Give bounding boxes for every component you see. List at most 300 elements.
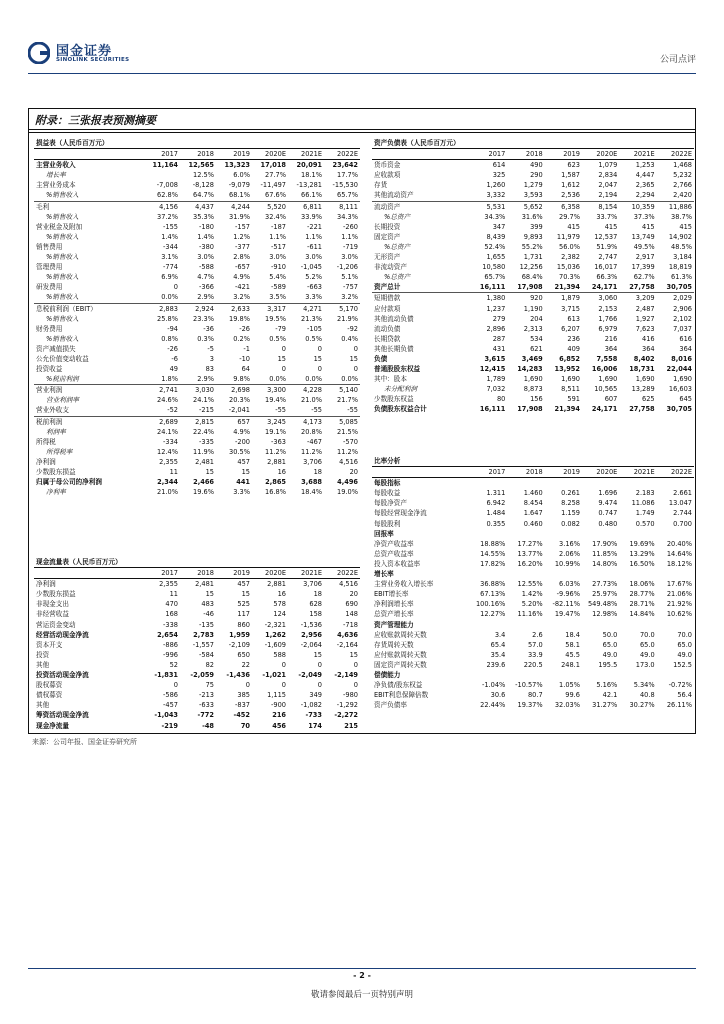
row-value: -996 [163,650,178,659]
row-label: 应付账款周转天数 [374,650,427,659]
row-label: 总资产收益率 [374,549,414,558]
row-value: 5,652 [507,201,544,212]
year-header-blank [34,149,144,160]
row-value: 204 [530,314,543,323]
row-value: 5.4% [269,273,286,282]
row-value: 66.3% [596,273,618,282]
row-value: -1,082 [300,701,322,710]
row-value: -363 [271,437,286,446]
row-label: 主营业务成本 [36,181,76,190]
row-value: 5,170 [324,303,360,314]
row-value: 15 [349,354,358,363]
row-value: 0.700 [673,519,692,528]
row-value: 20,091 [296,161,322,170]
row-value [507,620,544,630]
row-value: 10,565 [594,385,618,394]
row-label: 货币资金 [374,161,401,170]
table-title-spacer [470,456,507,467]
row-value: 23.3% [193,314,214,323]
table-title-spacer [216,557,252,568]
row-label: 非经营收益 [36,610,69,619]
row-value: 3.0% [269,253,286,262]
row-value: -900 [271,701,286,710]
row-value: 628 [309,600,322,609]
row-value: -338 [163,620,178,629]
row-value: 4,447 [635,171,655,180]
row-value [507,670,544,680]
row-value: 3,469 [521,354,543,363]
row-value: 2.744 [673,509,692,518]
table-row [372,364,694,374]
row-value: 8,402 [633,354,655,363]
table-row [372,660,694,670]
row-value: 16,006 [591,365,618,374]
row-value: 15,036 [556,263,580,272]
row-value: 21.5% [337,427,358,436]
row-value: 14.80% [592,559,618,568]
row-value: -13,281 [296,181,322,190]
row-label: 未分配利润 [384,385,417,394]
row-value: 21.7% [337,396,358,405]
row-value: 17.90% [592,539,618,548]
row-value: 2.9% [197,293,214,302]
row-value: 31.27% [592,701,618,710]
row-value: -5 [207,344,214,353]
row-label: 息税前利润（EBIT） [34,303,144,314]
row-label: 净负债/股东权益 [374,681,423,690]
row-value: 1,380 [470,293,507,304]
row-value: 549.48% [587,600,618,609]
row-value: 1,789 [486,375,506,384]
row-value: 17,908 [517,283,543,292]
row-value: 2,294 [635,191,655,200]
row-value: -588 [199,263,214,272]
row-label: 每股股利 [374,519,401,528]
row-value: 3 [209,354,214,363]
row-value: 1.1% [269,232,286,241]
row-value: 3,688 [301,478,322,487]
row-value: 6.0% [233,171,250,180]
row-value: 49.0 [639,650,655,659]
row-value: 0.0% [161,293,178,302]
row-value: 18 [313,468,322,476]
row-value: 1,253 [635,161,655,170]
row-value: 22.44% [480,701,506,710]
table-title-row [372,456,694,467]
table-row [34,416,360,427]
row-label: 负债 [374,354,388,363]
row-value: 415 [567,222,580,231]
row-value: -1,045 [300,263,322,272]
row-value: 33.9 [527,650,543,659]
row-value: 2,633 [216,303,252,314]
row-value: 10,359 [619,201,656,212]
table-row [372,252,694,262]
row-value: 1,879 [545,293,582,304]
row-value: 7,032 [486,385,506,394]
table-title-spacer [619,456,656,467]
table-title-spacer [657,456,694,467]
row-value: 7,623 [635,324,655,333]
row-value: 168 [165,610,178,619]
row-value: -215 [199,406,214,415]
row-value: 690 [345,600,358,609]
row-value: 1.159 [561,509,580,518]
row-value: 158 [309,610,322,619]
row-value: -517 [271,242,286,251]
row-value: 56.4 [677,691,692,700]
table-row [372,314,694,324]
row-value [657,620,694,630]
table-row [34,242,360,252]
row-value: 19.6% [193,488,214,497]
row-label: 少数股东损益 [36,590,76,599]
row-label: 净利润 [36,457,56,466]
row-label: 应付款项 [374,304,401,313]
year-header-row [34,568,360,579]
row-value: 19.4% [265,396,286,405]
row-value: 11,979 [556,232,580,241]
row-value: 18.88% [480,539,506,548]
table-title-row [34,557,360,568]
row-value: 10.99% [554,559,580,568]
row-value: 290 [530,171,543,180]
row-value: 3.1% [161,253,178,262]
row-value: 1,612 [561,181,580,190]
row-value: 2,956 [301,630,322,639]
row-value: 1.2% [233,232,250,241]
row-value: 8,154 [582,201,619,212]
row-value: 0 [281,660,286,669]
row-value [470,478,507,489]
table-title-spacer [288,557,324,568]
row-value: 3.2% [341,293,358,302]
row-value: -0.72% [668,681,692,690]
table-row [34,457,360,467]
row-value: 33.7% [596,212,618,221]
row-value: -213 [199,691,214,700]
row-value: 0 [245,681,250,690]
table-row [372,384,694,394]
row-value: 58.1 [565,640,580,649]
row-value: 16 [277,590,286,599]
row-value: 1.4% [197,232,214,241]
row-value: 0.747 [598,509,618,518]
row-value: 70.0 [677,630,692,639]
row-value: -886 [163,640,178,649]
row-value: -570 [343,437,358,446]
row-label: 总资产增长率 [374,610,414,619]
row-value: 30,705 [666,405,692,414]
row-value: 3.0% [341,253,358,262]
row-value: -15,530 [332,181,358,190]
row-label: 所得税率 [46,447,73,456]
row-value: -719 [343,242,358,251]
row-label: 少数股东损益 [36,468,76,476]
row-value [582,478,619,489]
row-value: 18,731 [629,365,655,374]
row-value: 1.8% [161,375,178,384]
row-value: 483 [201,600,214,609]
row-value: 2,766 [673,181,692,190]
row-value: -584 [199,650,214,659]
row-value: -1,831 [154,671,178,680]
row-value: -1,292 [336,701,358,710]
row-value: 920 [507,293,544,304]
row-label: 存货周转天数 [374,640,414,649]
row-value: -260 [343,222,358,231]
row-value: 24,171 [591,405,618,414]
year-header: 2020E [582,149,619,160]
row-value: 35.4 [490,650,506,659]
row-value: 16.20% [517,559,543,568]
row-value: 0.3% [197,334,214,343]
row-label: 毛利 [34,201,144,212]
row-value: 19.0% [337,488,358,497]
table-row [34,334,360,344]
source-note: 来源：公司年报、国金证券研究所 [32,738,137,746]
row-value: 49.5% [633,242,655,251]
row-value: -377 [235,242,250,251]
row-value: 650 [237,650,250,659]
row-value: 1.311 [486,489,506,498]
row-value: 8,111 [324,201,360,212]
row-value: -92 [347,324,358,333]
row-value: 18.12% [666,559,692,568]
row-value: 65.0 [602,640,618,649]
row-value: 0.480 [598,519,618,528]
row-value: 30.5% [229,447,250,456]
row-label: 普通股股东权益 [374,365,421,374]
row-value: 216 [604,334,618,343]
row-value: 2,047 [598,181,618,190]
row-value: 0.8% [161,334,178,343]
row-value: 152.5 [673,660,692,669]
row-value: 22,044 [666,365,692,374]
row-value: 4.7% [197,273,214,282]
row-value: 4,173 [288,416,324,427]
row-value: 1.1% [305,232,322,241]
row-value: 0 [317,365,322,374]
table-row [372,304,694,314]
row-value: 2.183 [635,489,655,498]
row-value: 0.261 [561,489,580,498]
row-value: 2,355 [159,457,178,466]
row-value: 19.69% [629,539,655,548]
row-value: 4,156 [144,201,180,212]
row-value: 1,279 [523,181,543,190]
row-value: 18.1% [301,171,322,180]
table-row [34,487,360,497]
table-row [34,690,360,700]
row-value: -82.11% [552,600,580,609]
row-value: 11.9% [193,447,214,456]
row-value: 3,615 [484,354,506,363]
row-value [619,529,656,539]
title-rule [29,129,695,130]
table-row [372,190,694,201]
table-row [372,354,694,364]
row-value: -1,043 [154,711,178,720]
row-value: 1,690 [523,375,543,384]
row-value: 24,171 [591,283,618,292]
row-value: -8,128 [192,181,214,190]
row-value: 2,881 [267,457,286,466]
row-value: -9.96% [556,590,580,599]
row-value: 12,415 [479,365,506,374]
year-header-blank [34,568,144,579]
table-row [34,640,360,650]
row-value: 2,741 [144,385,180,396]
row-value: 2,906 [673,304,692,313]
row-value: 5,531 [470,201,507,212]
table-row [34,427,360,437]
row-value: -733 [305,711,322,720]
table-row [372,579,694,589]
row-value: 399 [530,222,543,231]
disclaimer: 敬请参阅最后一页特别声明 [310,990,413,1000]
row-value: 1,690 [561,375,580,384]
row-value: 14,283 [517,365,543,374]
row-value: 3.0% [305,253,322,262]
table-row [372,201,694,212]
row-value: -187 [271,222,286,231]
year-header: 2017 [144,149,180,160]
table-title-spacer [252,138,288,149]
year-header: 2022E [324,568,360,579]
row-label: 短期借款 [372,293,470,304]
row-label: 其他长期负债 [374,344,414,353]
table-title-spacer [144,557,180,568]
row-value: 25.8% [157,314,178,323]
row-value: 1,690 [635,375,655,384]
row-value: 3,184 [673,253,692,262]
row-label: 负债股东权益合计 [374,405,427,414]
row-value: 860 [237,620,250,629]
row-label: 经营活动现金净流 [36,630,89,639]
row-label: 每股经营现金净流 [374,509,427,518]
table-title-spacer [545,138,582,149]
row-value: 2,481 [195,457,214,466]
row-value: 0.355 [486,519,506,528]
appendix-title: 附录：三张报表预测摘要 [35,114,156,127]
table-row [372,498,694,508]
row-value: 24.6% [157,396,178,405]
table-row [372,599,694,609]
row-value [144,170,180,180]
row-value: 65.7% [337,191,358,200]
row-value: 65.4 [490,640,506,649]
row-value: 12,256 [519,263,543,272]
row-value: 621 [530,344,543,353]
row-label: %销售收入 [46,334,79,343]
row-label: %销售收入 [46,212,79,221]
row-value: 1,237 [486,304,506,313]
row-value: 40.8 [639,691,655,700]
row-label: 管理费用 [36,263,63,272]
table-row [34,660,360,670]
row-value: 21,394 [554,405,580,414]
row-value: 3,300 [252,385,288,396]
row-value: -2,059 [190,671,214,680]
row-label: %销售收入 [46,273,79,282]
row-label: 所得税 [36,437,56,446]
row-value: -155 [163,222,178,231]
row-label: 资本开支 [36,640,63,649]
row-label: 主营业务收入增长率 [374,580,434,589]
year-header: 2022E [657,467,694,478]
table-title: 损益表（人民币百万元） [34,138,144,149]
table-row [34,680,360,690]
row-label: %总资产 [384,242,411,251]
table-title-spacer [545,456,582,467]
doc-type: 公司点评 [659,55,696,65]
table-title-spacer [252,557,288,568]
row-label: 投资 [36,650,50,659]
row-value: 0.082 [561,519,580,528]
row-value: 19.1% [265,427,286,436]
table-row [34,385,360,396]
row-value: -718 [343,620,358,629]
row-value: -94 [167,324,178,333]
row-value: 1,079 [598,161,618,170]
row-value: 2,654 [157,630,178,639]
row-value: 2,153 [598,304,618,313]
row-value: -1.04% [482,681,506,690]
row-value: 4.9% [233,427,250,436]
row-value: -344 [163,242,178,251]
row-value: -589 [271,283,286,292]
row-value: 4,244 [216,201,252,212]
row-value: 364 [604,344,618,353]
row-label: 非现金支出 [36,600,69,609]
row-value: 2,365 [635,181,655,190]
row-value: 156 [530,395,543,404]
row-value: 13.77% [517,549,543,558]
row-value: 625 [642,395,655,404]
year-header: 2018 [507,149,544,160]
row-value: 347 [492,222,506,231]
row-value: -980 [343,691,358,700]
table-row [34,405,360,416]
row-label: 股权募资 [36,681,63,690]
table-row [372,630,694,640]
row-value: 3.4 [494,630,506,639]
row-value: 8,873 [523,385,543,394]
table-row [372,508,694,518]
row-value: 11.2% [337,447,358,456]
income-statement-table [34,138,360,497]
table-row [34,212,360,222]
company-logo-icon [28,42,50,64]
row-value: 364 [679,344,692,353]
row-value: 239.6 [486,660,506,669]
table-row [34,170,360,180]
row-value [545,478,582,489]
row-value: 4,228 [288,385,324,396]
row-value: 80.7 [527,691,543,700]
year-header-row [372,149,694,160]
row-value: 1.460 [523,489,543,498]
row-value: 18.06% [629,580,655,589]
table-row [372,650,694,660]
row-label: 少数股东权益 [374,395,414,404]
row-label: 归属于母公司的净利润 [36,478,102,487]
row-value: 6,358 [545,201,582,212]
row-value: 1.749 [635,509,655,518]
row-value: -221 [307,222,322,231]
year-header: 2017 [470,467,507,478]
